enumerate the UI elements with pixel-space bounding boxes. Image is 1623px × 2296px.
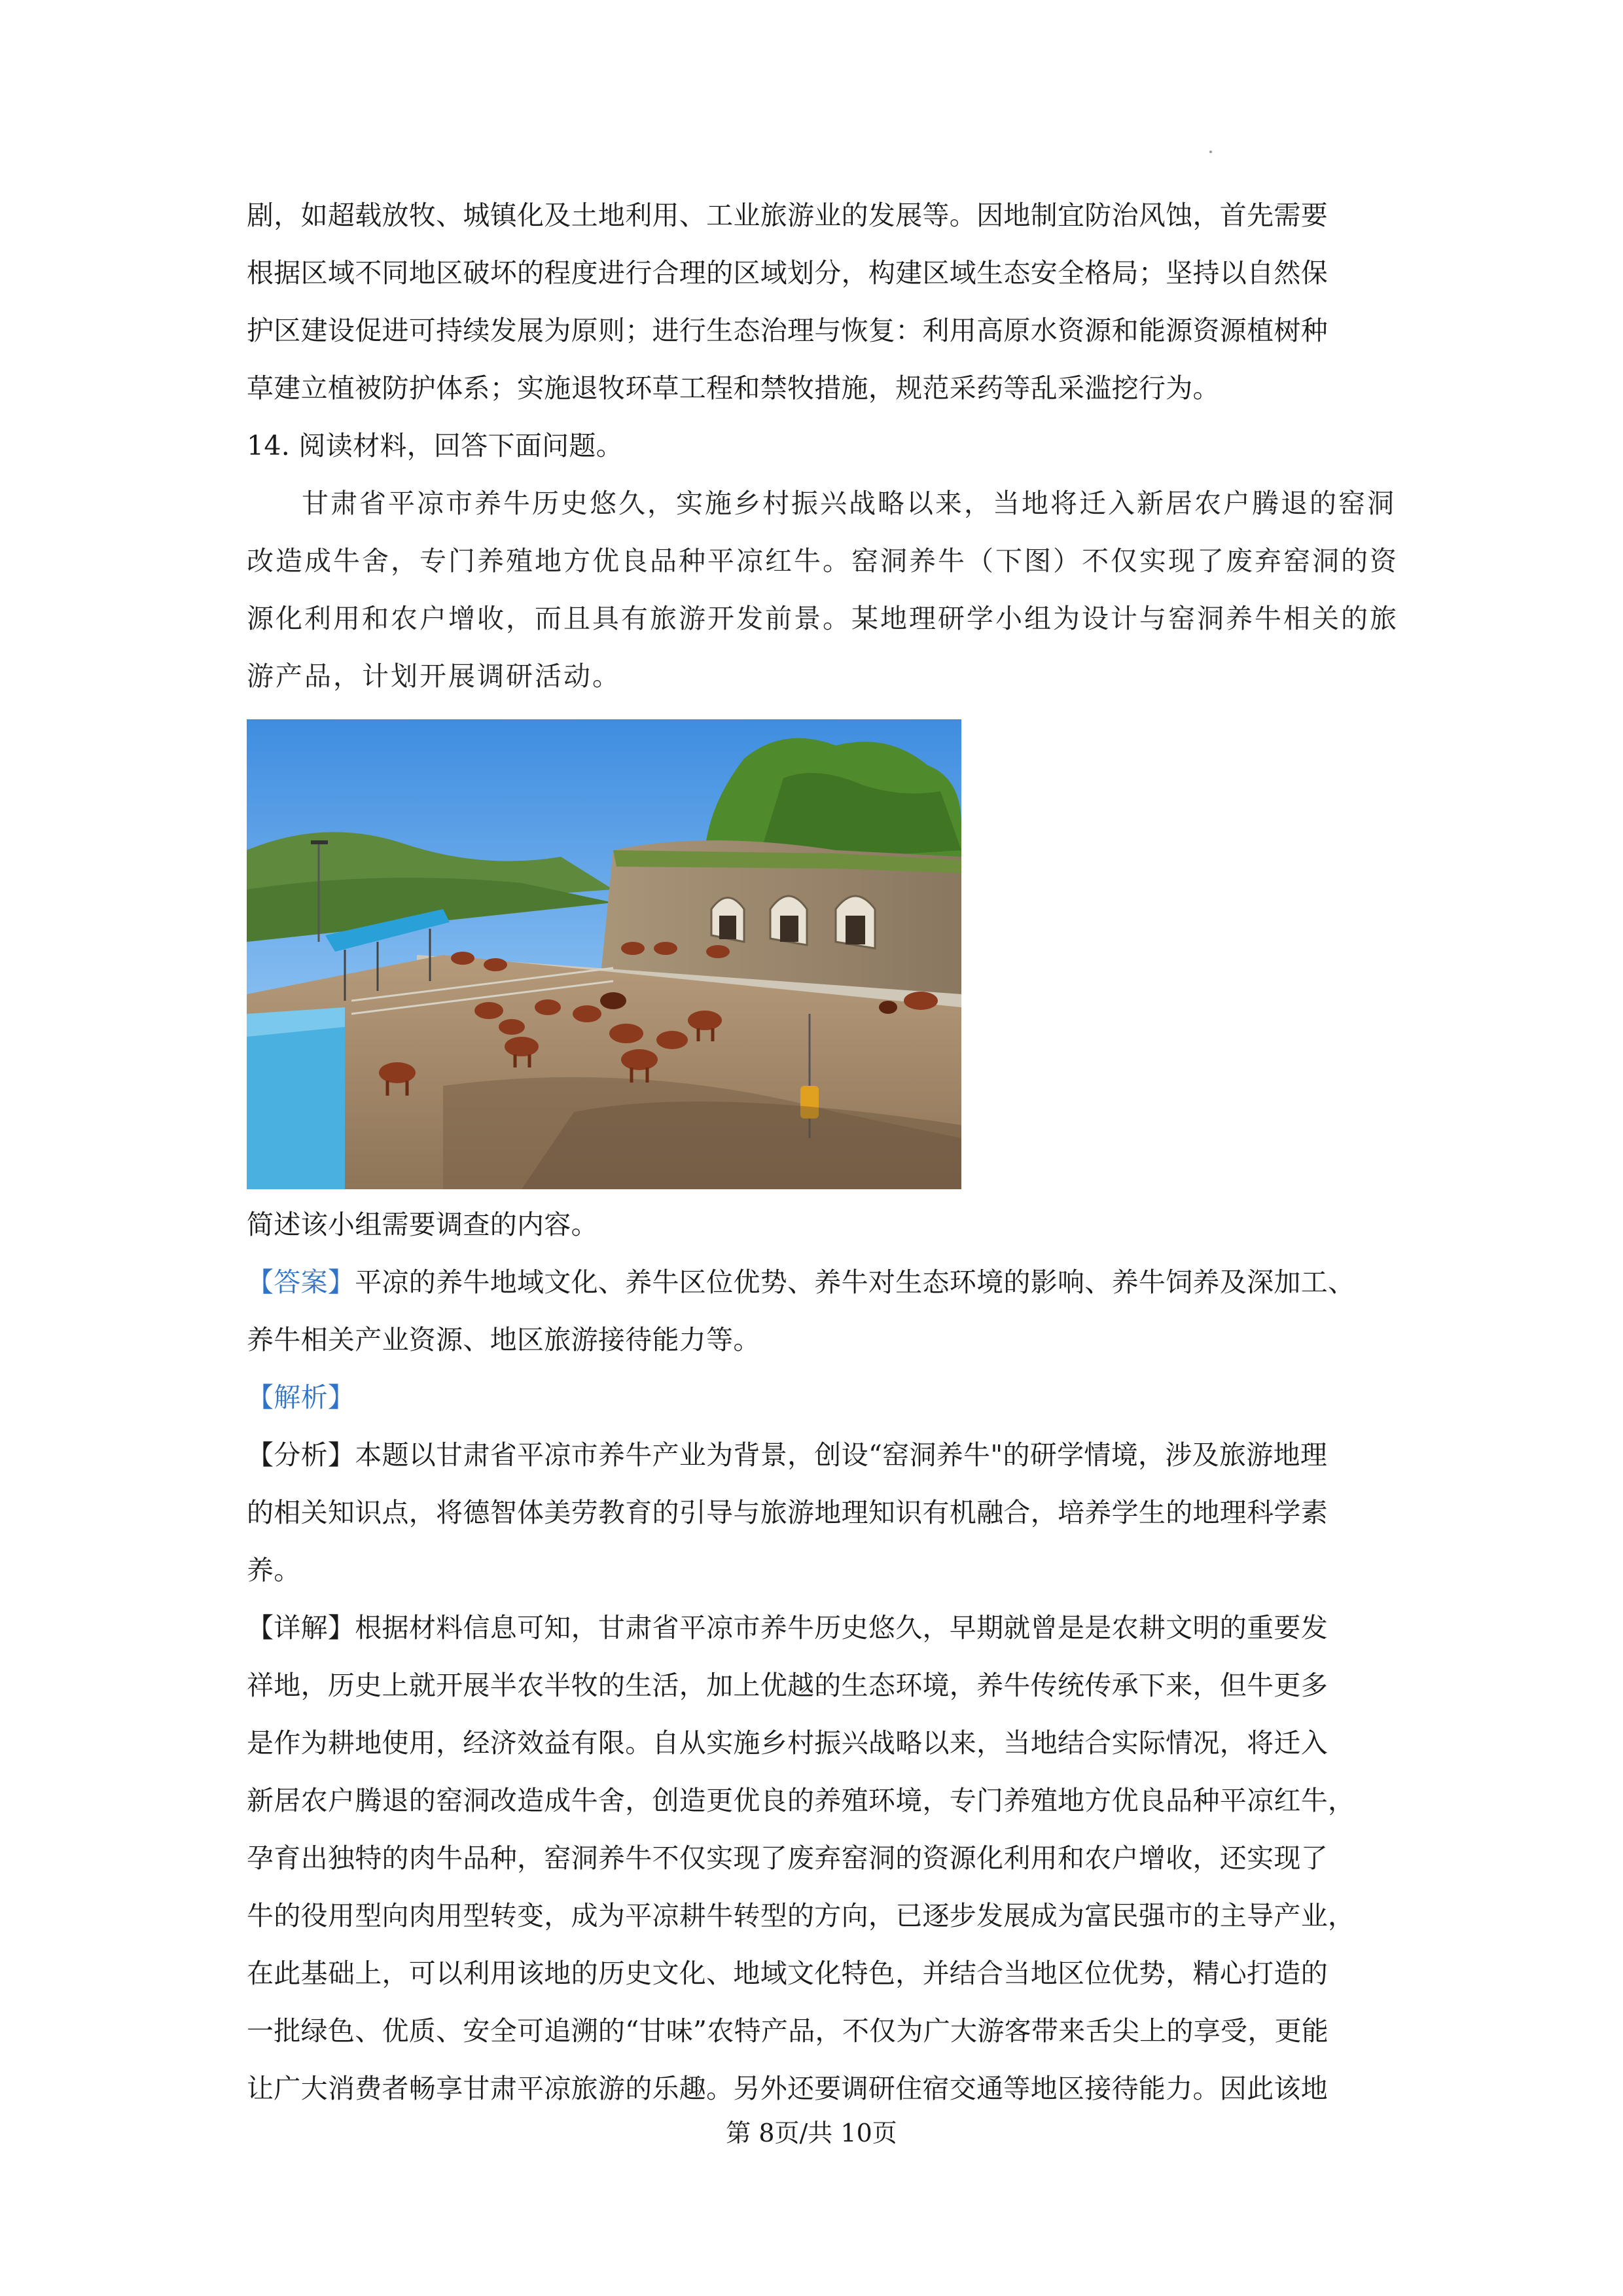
fenxi-line: 养。	[247, 1554, 301, 1586]
xiangjie-line	[247, 1599, 1389, 1657]
question-material	[247, 475, 1399, 705]
xiangjie-line: 祥地，历史上就开展半农半牧的生活，加上优越的生态环境，养牛传统传承下来，但牛更多	[247, 1670, 1328, 1701]
text-line: 草建立植被防护体系；实施退牧环草工程和禁牧措施，规范采药等乱采滥挖行为。	[247, 372, 1220, 404]
fenxi-line	[247, 1426, 1389, 1484]
page-footer: 第 8页/共 10页	[726, 2119, 897, 2147]
material-line: 改造成牛舍，专门养殖地方优良品种平凉红牛。窑洞养牛（下图）不仅实现了废弃窑洞的资	[247, 545, 1399, 577]
material-line: 源化利用和农户增收，而且具有旅游开发前景。某地理研学小组为设计与窑洞养牛相关的旅	[247, 603, 1399, 634]
xiangjie-line: 一批绿色、优质、安全可追溯的“甘味”农特产品，不仅为广大游客带来舌尖上的享受，更能	[247, 2015, 1329, 2047]
xiangjie-tag: 【详解】	[247, 1612, 355, 1643]
answer-tag: 【答案】	[247, 1266, 355, 1298]
answer-line: 养牛相关产业资源、地区旅游接待能力等。	[247, 1324, 760, 1355]
answer-text: 平凉的养牛地域文化、养牛区位优势、养牛对生态环境的影响、养牛饲养及深加工、	[355, 1266, 1355, 1298]
analysis-tag: 【解析】	[247, 1382, 355, 1413]
xiangjie-line: 孕育出独特的肉牛品种，窑洞养牛不仅实现了废弃窑洞的资源化利用和农户增收，还实现了	[247, 1842, 1328, 1874]
previous-answer-continuation	[247, 187, 1389, 417]
xiangjie-line: 让广大消费者畅享甘肃平凉旅游的乐趣。另外还要调研住宿交通等地区接待能力。因此该地	[247, 2073, 1328, 2104]
analysis-line	[247, 1369, 1389, 1426]
xiangjie-line: 是作为耕地使用，经济效益有限。自从实施乡村振兴战略以来，当地结合实际情况，将迁入	[247, 1727, 1328, 1759]
fenxi-tag: 【分析】	[247, 1439, 355, 1471]
material-line: 甘肃省平凉市养牛历史悠久，实施乡村振兴战略以来，当地将迁入新居农户腾退的窑洞	[302, 488, 1396, 519]
fenxi-line: 的相关知识点，将德智体美劳教育的引导与旅游地理知识有机融合，培养学生的地理科学素	[247, 1497, 1328, 1528]
question-prompt: 简述该小组需要调查的内容。	[247, 1209, 598, 1240]
text-line: 剧，如超载放牧、城镇化及土地利用、工业旅游业的发展等。因地制宜防治风蚀，首先需要	[247, 200, 1328, 231]
material-line: 游产品，计划开展调研活动。	[247, 660, 621, 692]
answer-line	[247, 1253, 1389, 1311]
cave-cattle-farm-photo	[247, 719, 961, 1189]
xiangjie-line: 在此基础上，可以利用该地的历史文化、地域文化特色，并结合当地区位优势，精心打造的	[247, 1958, 1328, 1989]
xiangjie-line: 新居农户腾退的窑洞改造成牛舍，创造更优良的养殖环境，专门养殖地方优良品种平凉红牛，	[247, 1785, 1355, 1816]
fenxi-text: 本题以甘肃省平凉市养牛产业为背景，创设“窑洞养牛"的研学情境，涉及旅游地理	[355, 1439, 1328, 1471]
text-line: 根据区域不同地区破坏的程度进行合理的区域划分，构建区域生态安全格局；坚持以自然保	[247, 257, 1328, 289]
text-line: 护区建设促进可持续发展为原则；进行生态治理与恢复：利用高原水资源和能源资源植树种	[247, 315, 1328, 346]
xiangjie-line: 牛的役用型向肉用型转变，成为平凉耕牛转型的方向，已逐步发展成为富民强市的主导产业，	[247, 1900, 1355, 1931]
scan-speck	[1209, 151, 1212, 153]
page-content	[247, 187, 1399, 2117]
xiangjie-text: 根据材料信息可知，甘肃省平凉市养牛历史悠久，早期就曾是是农耕文明的重要发	[355, 1612, 1328, 1643]
question-header: 14. 阅读材料，回答下面问题。	[247, 430, 624, 461]
